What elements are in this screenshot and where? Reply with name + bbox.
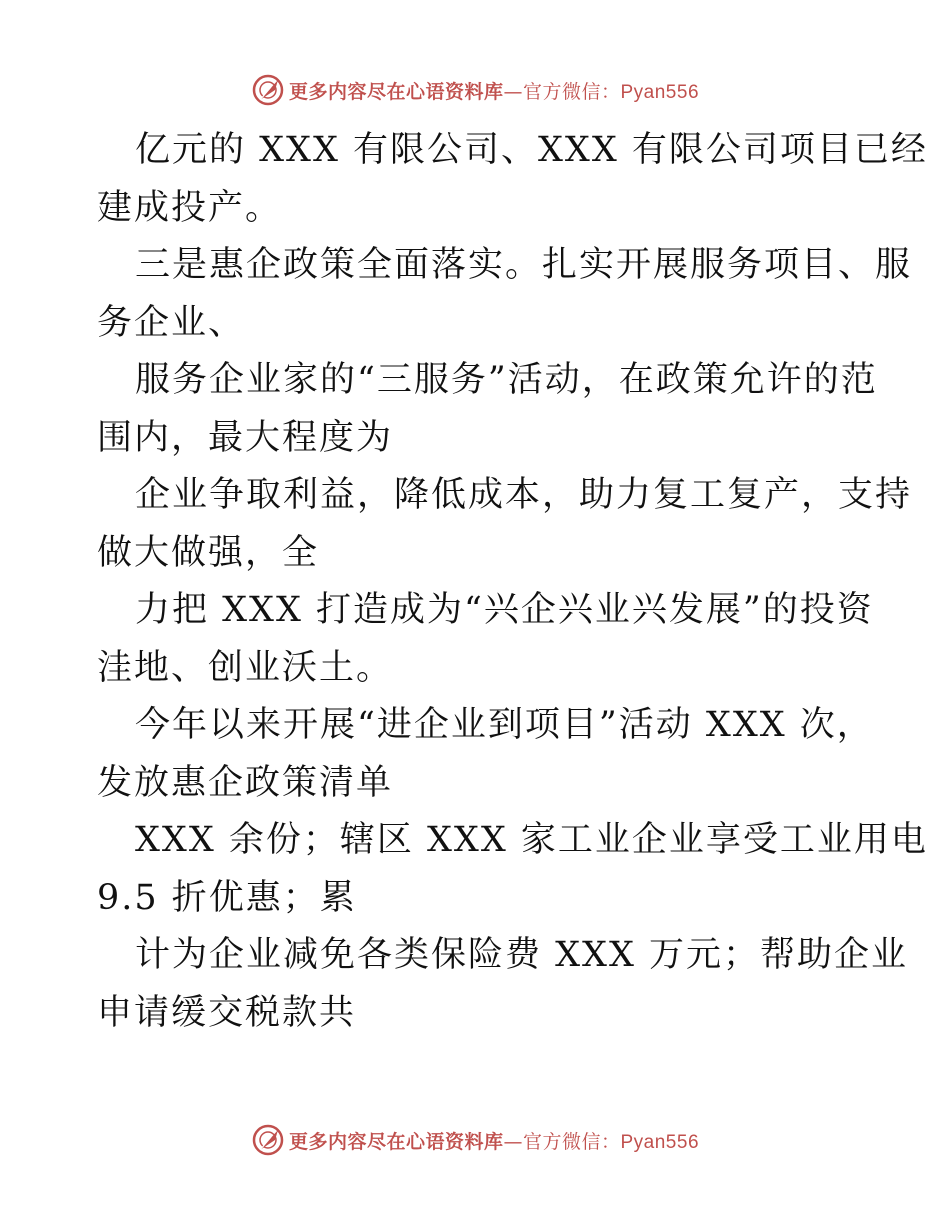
paragraph-line: 洼地、创业沃土。: [97, 647, 394, 688]
header-text: 更多内容尽在心语资料库: [288, 80, 504, 103]
paragraph-line: 服务企业家的“三服务”活动，在政策允许的范: [135, 360, 878, 400]
paragraph-line: 围内，最大程度为: [97, 417, 394, 458]
paragraph-line: 亿元的 XXX 有限公司、XXX 有限公司项目已经: [135, 130, 928, 170]
footer-banner: [0, 1120, 950, 1160]
paragraph-line: 申请缓交税款共: [97, 992, 357, 1033]
header-banner: [0, 70, 950, 110]
paragraph-line: 建成投产。: [97, 187, 283, 228]
paragraph-line: 三是惠企政策全面落实。扎实开展服务项目、服: [135, 245, 913, 285]
paragraph-line: 计为企业减免各类保险费 XXX 万元；帮助企业: [135, 935, 909, 975]
footer-dash: —: [503, 1130, 523, 1153]
footer-wechat-id: Pyan556: [620, 1131, 700, 1153]
paragraph-line: 9.5 折优惠；累: [97, 877, 357, 918]
paragraph-line: XXX 余份；辖区 XXX 家工业企业享受工业用电: [135, 820, 928, 860]
paragraph-line: 今年以来开展“进企业到项目”活动 XXX 次，: [135, 705, 874, 745]
header-wechat-label: 官方微信：: [522, 80, 621, 103]
paragraph-line: 务企业、: [97, 302, 246, 343]
paragraph-line: 企业争取利益，降低成本，助力复工复产，支持: [135, 475, 913, 515]
footer-text: 更多内容尽在心语资料库: [288, 1130, 504, 1153]
footer-wechat-label: 官方微信：: [522, 1130, 621, 1153]
quill-logo-icon: [251, 1123, 285, 1157]
quill-logo-icon: [251, 73, 285, 107]
document-body: [97, 122, 928, 1042]
paragraph-line: 发放惠企政策清单: [97, 762, 394, 803]
header-dash: —: [503, 80, 523, 103]
paragraph-line: 力把 XXX 打造成为“兴企兴业兴发展”的投资: [135, 590, 874, 630]
header-wechat-id: Pyan556: [620, 81, 700, 103]
paragraph-line: 做大做强，全: [97, 532, 320, 573]
